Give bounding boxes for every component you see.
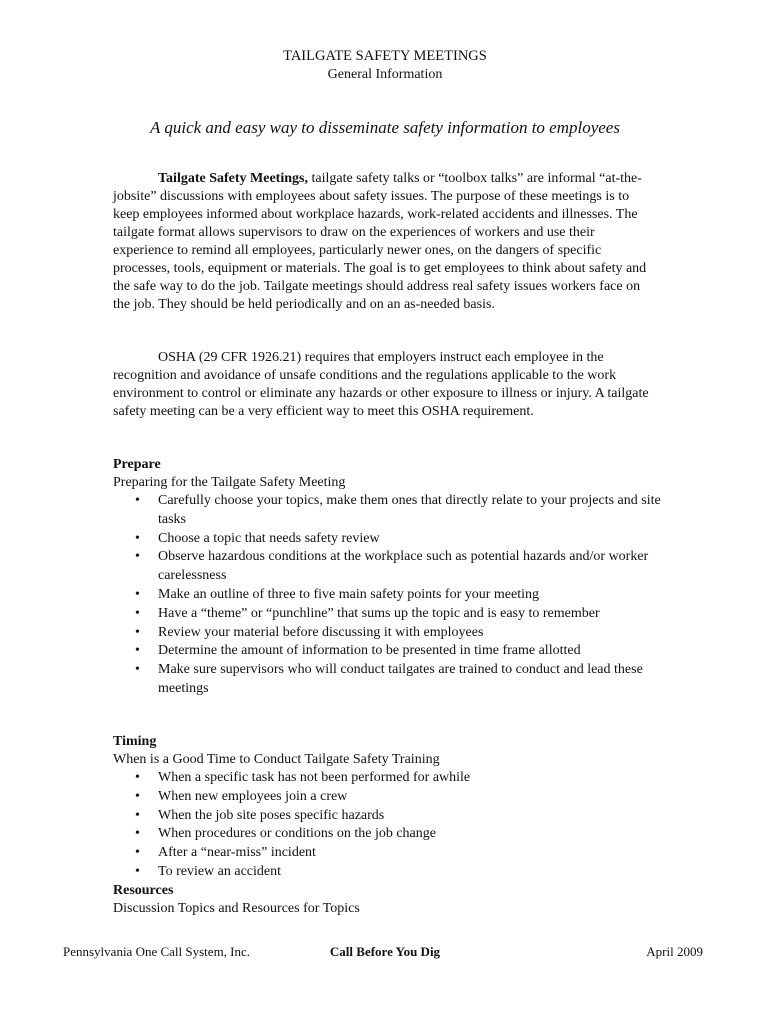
- document-title: TAILGATE SAFETY MEETINGS: [283, 48, 487, 64]
- footer-slogan: Call Before You Dig: [329, 944, 441, 959]
- prepare-list: [113, 492, 663, 699]
- list-item: [113, 661, 663, 699]
- list-item: [113, 548, 663, 586]
- prepare-heading: Prepare: [113, 457, 161, 472]
- bullet-icon: •: [135, 493, 140, 508]
- resources-label: Discussion Topics and Resources for Topics: [113, 901, 360, 916]
- list-item: [113, 863, 663, 882]
- list-item-text: Carefully choose your topics, make them ones that directly relate to your projects and site tasks: [158, 493, 661, 527]
- list-item: [113, 642, 663, 661]
- bullet-icon: •: [135, 605, 140, 621]
- list-item-text: When procedures or conditions on the job change: [158, 826, 436, 842]
- bullet-icon: •: [135, 624, 140, 640]
- list-item: [113, 624, 663, 643]
- bullet-icon: •: [135, 845, 140, 861]
- bullet-icon: •: [135, 788, 140, 804]
- list-item: [113, 807, 663, 826]
- list-item: [113, 844, 663, 863]
- list-item: [113, 530, 663, 549]
- timing-label: When is a Good Time to Conduct Tailgate Safety Training: [113, 752, 440, 767]
- timing-heading: Timing: [113, 734, 157, 749]
- list-item: [113, 586, 663, 605]
- list-item-text: Review your material before discussing it with employees: [158, 624, 484, 640]
- bullet-icon: •: [135, 826, 140, 842]
- list-item-text: Have a “theme” or “punchline” that sums up the topic and is easy to remember: [158, 605, 600, 621]
- list-item: [113, 769, 663, 788]
- list-item-text: When a specific task has not been performed for awhile: [158, 770, 471, 785]
- bullet-icon: •: [135, 770, 140, 785]
- list-item-text: When new employees join a crew: [158, 788, 348, 804]
- resources-heading: Resources: [113, 883, 174, 898]
- prepare-label: Preparing for the Tailgate Safety Meeting: [113, 475, 346, 490]
- list-item: [113, 788, 663, 807]
- list-item: [113, 492, 663, 530]
- list-item-text: Choose a topic that needs safety review: [158, 530, 380, 546]
- list-item-text: After a “near-miss” incident: [158, 845, 316, 861]
- list-item-text: Observe hazardous conditions at the workplace such as potential hazards and/or worker carelessness: [158, 549, 649, 584]
- list-item-text: To review an accident: [158, 863, 282, 879]
- list-item-text: Determine the amount of information to be presented in time frame allotted: [158, 643, 581, 659]
- bullet-icon: •: [135, 807, 140, 823]
- timing-list: [113, 769, 663, 882]
- bullet-icon: •: [135, 586, 140, 602]
- document-tagline: A quick and easy way to disseminate safety information to employees: [150, 118, 620, 137]
- bullet-icon: •: [135, 863, 140, 879]
- intro-paragraph-2-text: OSHA (29 CFR 1926.21) requires that employers instruct each employee in the recognition and avoidance of unsafe conditions and the regulations applicable to the work environment to control or eliminate any hazards or other exposure to illness or injury. A tailgate safety meeting can be a very efficient way to meet this OSHA requirement.: [113, 350, 649, 419]
- list-item-text: When the job site poses specific hazards: [158, 807, 385, 823]
- list-item-text: Make sure supervisors who will conduct tailgates are trained to conduct and lead these meetings: [158, 662, 643, 696]
- intro-lead-bold: Tailgate Safety Meetings,: [158, 171, 308, 186]
- bullet-icon: •: [135, 662, 140, 678]
- intro-paragraph-1-text: tailgate safety talks or “toolbox talks” are informal “at-the-jobsite” discussions with employees about safety issues. The purpose of these meetings is to keep employees informed about workplace hazards, work-related accidents and illnesses. The tailgate format allows supervisors to draw on the experiences of workers and use their experience to remind all employees, particularly newer ones, on the dangers of specific processes, tools, equipment or materials. The goal is to get employees to think about safety and the safe way to do the job. Tailgate meetings should address real safety issues workers face on the job. They should be held periodically and on an as-needed basis.: [113, 171, 647, 312]
- list-item-text: Make an outline of three to five main safety points for your meeting: [158, 586, 540, 602]
- bullet-icon: •: [135, 530, 140, 546]
- intro-paragraph-1: [113, 170, 658, 314]
- list-item: [113, 825, 663, 844]
- bullet-icon: •: [135, 643, 140, 659]
- bullet-icon: •: [135, 549, 140, 565]
- footer-date: April 2009: [646, 944, 703, 959]
- footer-organization: Pennsylvania One Call System, Inc.: [63, 944, 251, 959]
- document-subtitle: General Information: [327, 67, 443, 82]
- intro-paragraph-2: [113, 349, 658, 421]
- list-item: [113, 605, 663, 624]
